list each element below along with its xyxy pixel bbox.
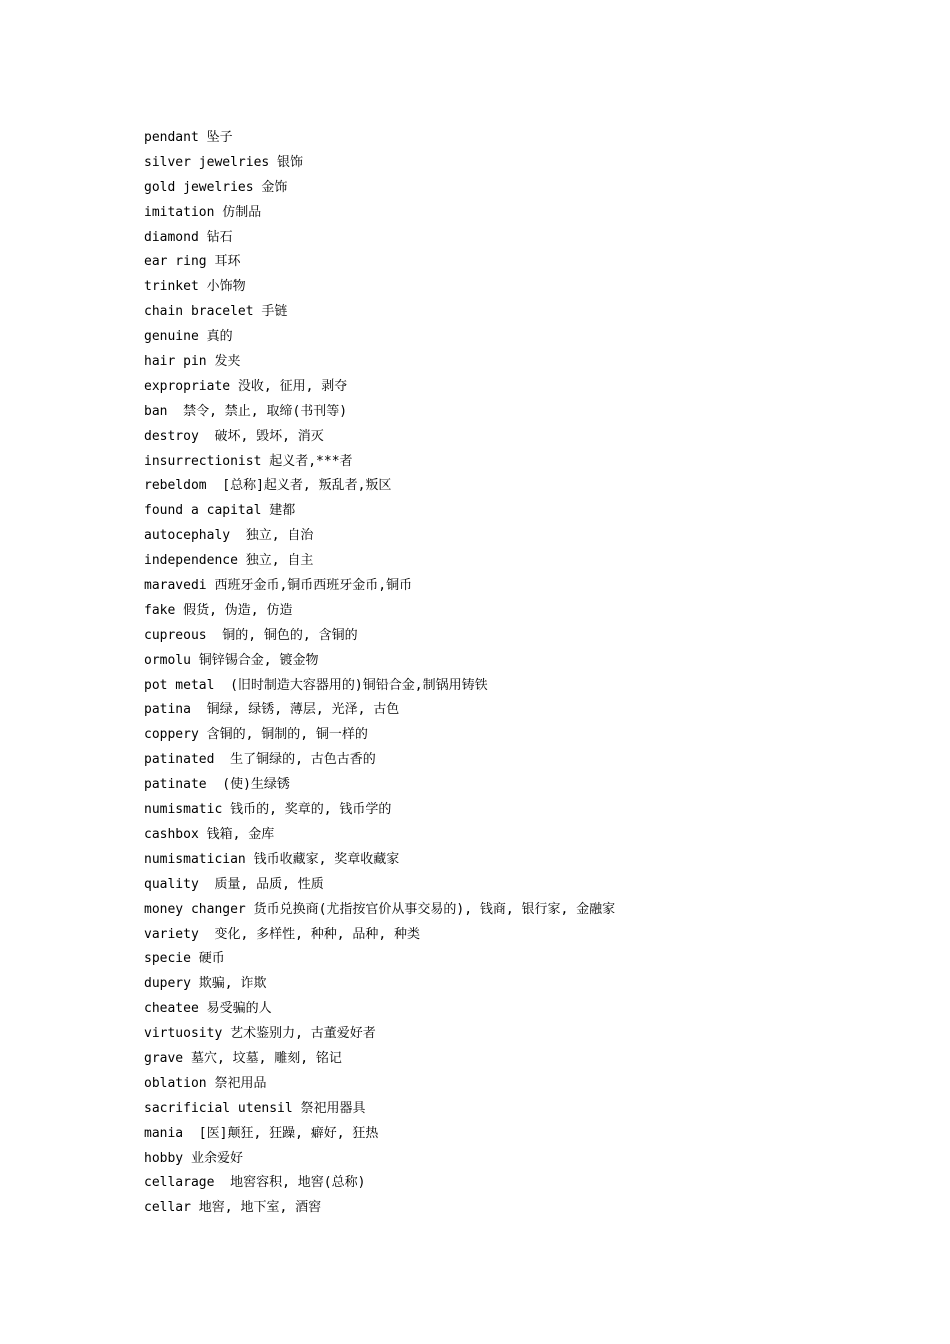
glossary-entry: fake 假货, 伪造, 仿造: [144, 602, 293, 618]
glossary-entry: grave 墓穴, 坟墓, 雕刻, 铭记: [144, 1050, 342, 1066]
glossary-entry: cellar 地窖, 地下室, 酒窖: [144, 1200, 322, 1216]
glossary-entry: pendant 坠子: [144, 130, 233, 145]
glossary-entry: sacrificial utensil 祭祀用器具: [144, 1100, 366, 1116]
glossary-entry: ear ring 耳环: [144, 254, 241, 270]
glossary-entry: destroy 破坏, 毁坏, 消灭: [144, 428, 324, 444]
glossary-entry: cashbox 钱箱, 金库: [144, 826, 275, 842]
glossary-entry: numismatician 钱币收藏家, 奖章收藏家: [144, 851, 400, 867]
glossary-entry: maravedi 西班牙金币,铜币西班牙金币,铜币: [144, 578, 413, 594]
glossary-entry: quality 质量, 品质, 性质: [144, 876, 324, 892]
glossary-entry: cellarage 地窖容积, 地窖(总称): [144, 1175, 366, 1191]
glossary-entry: genuine 真的: [144, 329, 233, 345]
glossary-entry: rebeldom [总称]起义者, 叛乱者,叛区: [144, 478, 392, 494]
glossary-entry: coppery 含铜的, 铜制的, 铜一样的: [144, 727, 368, 743]
glossary-entry: trinket 小饰物: [144, 279, 246, 295]
glossary-entry: variety 变化, 多样性, 种种, 品种, 种类: [144, 926, 421, 942]
glossary-entry: virtuosity 艺术鉴别力, 古董爱好者: [144, 1026, 376, 1042]
glossary-entry: diamond 钻石: [144, 229, 233, 245]
glossary-entry: cupreous 铜的, 铜色的, 含铜的: [144, 627, 358, 643]
glossary-entry: hobby 业余爱好: [144, 1150, 243, 1166]
glossary-entry: found a capital 建都: [144, 503, 296, 519]
glossary-entry: patinate (使)生绿锈: [144, 777, 290, 793]
glossary-entry: autocephaly 独立, 自治: [144, 528, 314, 544]
glossary-entry: ormolu 铜锌锡合金, 镀金物: [144, 652, 319, 668]
glossary-list: [144, 126, 904, 1221]
glossary-entry: hair pin 发夹: [144, 354, 241, 370]
glossary-entry: specie 硬币: [144, 951, 225, 967]
glossary-entry: chain bracelet 手链: [144, 304, 288, 320]
glossary-entry: silver jewelries 银饰: [144, 154, 304, 170]
glossary-entry: insurrectionist 起义者,***者: [144, 453, 353, 469]
glossary-entry: dupery 欺骗, 诈欺: [144, 976, 267, 992]
glossary-entry: patinated 生了铜绿的, 古色古香的: [144, 752, 376, 768]
glossary-entry: mania [医]颠狂, 狂躁, 癖好, 狂热: [144, 1125, 379, 1141]
glossary-entry: ban 禁令, 禁止, 取缔(书刊等): [144, 403, 348, 419]
glossary-entry: cheatee 易受骗的人: [144, 1001, 272, 1017]
glossary-entry: imitation 仿制品: [144, 204, 262, 220]
glossary-entry: pot metal (旧时制造大容器用的)铜铅合金,制锅用铸铁: [144, 677, 488, 693]
glossary-entry: money changer 货币兑换商(尤指按官价从事交易的), 钱商, 银行家, 金融家: [144, 901, 616, 917]
glossary-entry: oblation 祭祀用品: [144, 1075, 267, 1091]
glossary-entry: gold jewelries 金饰: [144, 179, 288, 195]
glossary-entry: patina 铜绿, 绿锈, 薄层, 光泽, 古色: [144, 702, 400, 718]
glossary-entry: numismatic 钱币的, 奖章的, 钱币学的: [144, 802, 392, 818]
glossary-entry: independence 独立, 自主: [144, 553, 314, 569]
glossary-entry: expropriate 没收, 征用, 剥夺: [144, 378, 348, 394]
